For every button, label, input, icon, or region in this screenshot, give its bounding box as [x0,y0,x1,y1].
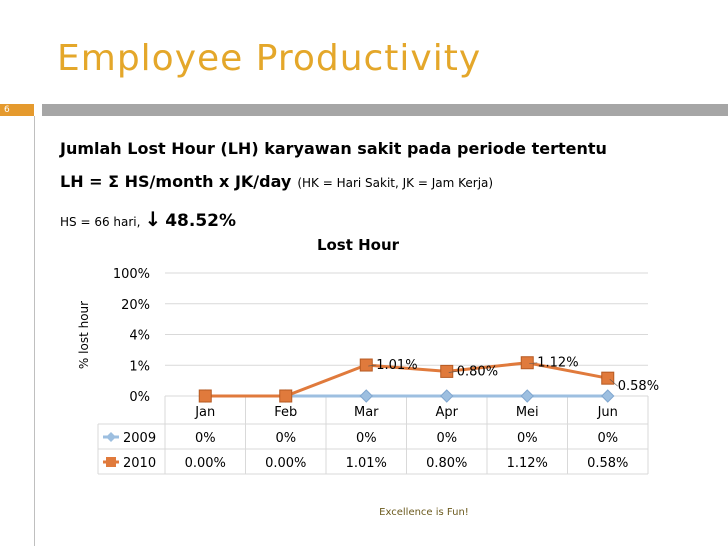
data-label: 0.80% [456,364,499,380]
y-tick-label: 1% [129,359,150,375]
formula: LH = Σ HS/month x JK/day [60,172,292,191]
x-tick-label: Feb [274,405,298,420]
table-cell: 1.01% [345,456,387,471]
data-point-2010 [280,390,292,402]
data-point-2010 [521,357,533,369]
data-point-2010 [602,372,614,384]
formula-note: (HK = Hari Sakit, JK = Jam Kerja) [297,176,494,190]
y-tick-label: 20% [121,297,150,313]
legend-key-marker-2009 [106,432,116,442]
table-cell: 0% [275,431,297,446]
data-label: 1.12% [537,355,579,371]
result-text: HS = 66 hari, [60,215,141,229]
table-cell: 1.12% [506,456,548,471]
data-label: 1.01% [376,358,418,374]
definition-text: Jumlah Lost Hour (LH) karyawan sakit pada periode tertentu [60,139,607,158]
data-point-2009 [602,390,614,402]
table-cell: 0.00% [265,456,307,471]
x-tick-label: Jun [597,405,618,420]
data-label: 0.58% [617,379,660,395]
legend-label: 2009 [123,431,157,446]
y-tick-label: 100% [112,267,150,282]
data-point-2010 [360,359,372,371]
table-cell: 0.00% [184,456,226,471]
data-point-2009 [521,390,533,402]
x-tick-label: Mar [353,405,379,420]
x-tick-label: Apr [435,405,458,420]
x-tick-label: Jan [195,405,216,420]
data-point-2010 [441,365,453,377]
slide-number: 6 [4,105,10,115]
y-tick-label: 4% [129,328,150,344]
result-value: 48.52% [165,211,237,231]
data-point-2009 [360,390,372,402]
y-axis-label: % lost hour [77,300,91,370]
legend-label: 2010 [123,456,157,471]
table-cell: 0% [355,431,377,446]
table-cell: 0% [516,431,538,446]
down-arrow-icon: ↓ [144,207,162,231]
table-cell: 0.58% [587,456,629,471]
chart-title: Lost Hour [316,236,400,254]
y-tick-label: 0% [129,390,150,405]
legend-key-marker-2010 [106,457,116,467]
data-point-2010 [199,390,211,402]
table-cell: 0.80% [426,456,468,471]
footer-text: Excellence is Fun! [379,507,469,518]
slide-title: Employee Productivity [57,38,482,79]
table-cell: 0% [436,431,458,446]
table-cell: 0% [194,431,216,446]
data-point-2009 [441,390,453,402]
table-cell: 0% [597,431,619,446]
x-tick-label: Mei [515,405,539,420]
